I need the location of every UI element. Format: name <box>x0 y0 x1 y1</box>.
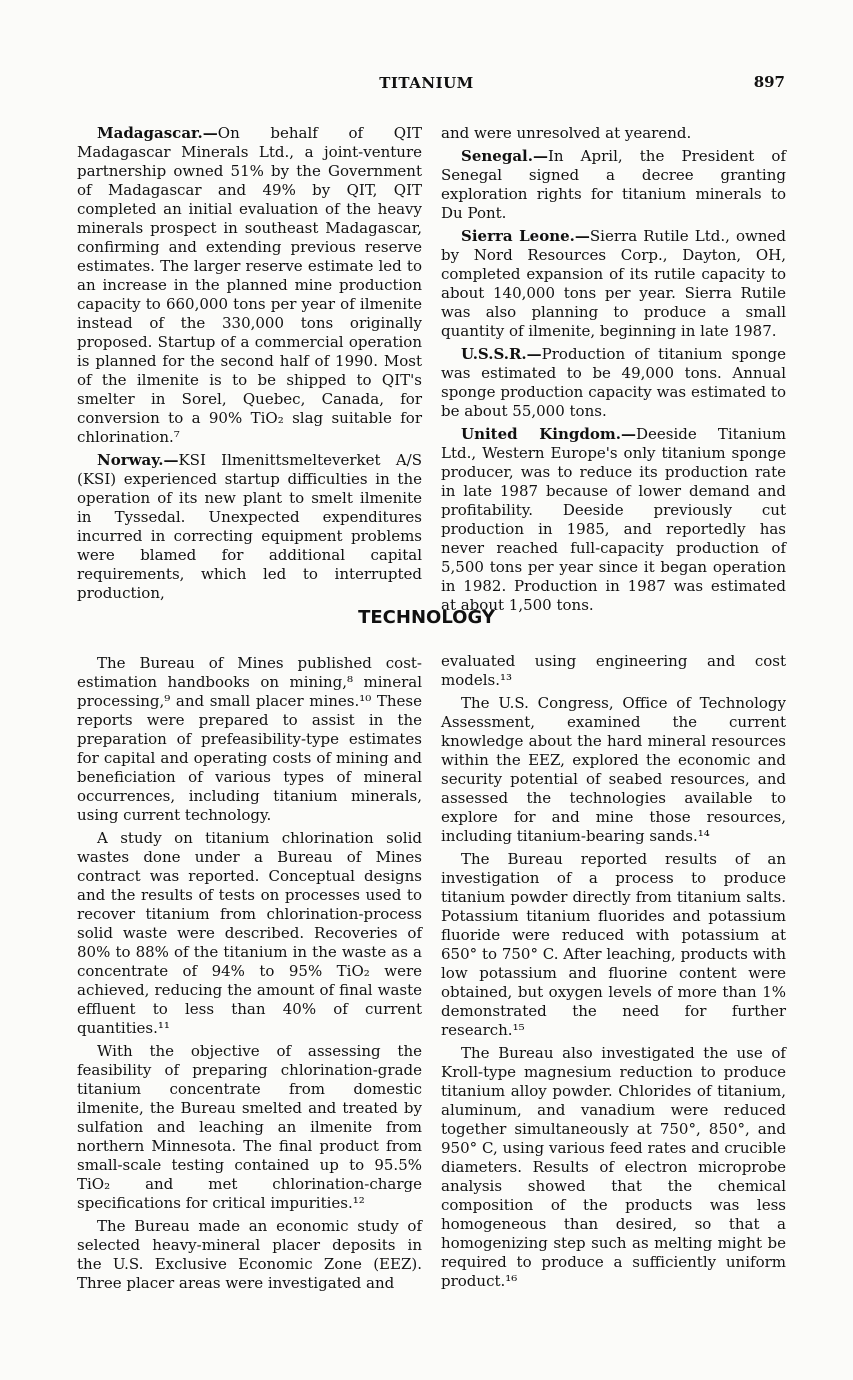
running-title: TITANIUM <box>379 74 474 92</box>
bottom-right-column <box>441 652 786 1291</box>
lead-ussr: U.S.S.R.— <box>461 345 542 363</box>
text-norway: KSI Ilmenittsmelteverket A/S (KSI) experienced startup difficulties in the operation of its new plant to smelt ilmenite in Tyssedal. Unexpected expenditures incurred in correcting equipment problems were blamed for additional capital requirements, which led to interrupted production, <box>77 451 422 602</box>
lead-united-kingdom: United Kingdom.— <box>461 425 636 443</box>
text-sierra-leone: Sierra Rutile Ltd., owned by Nord Resources Corp., Dayton, OH, completed expansion of its rutile capacity to about 140,000 tons per year. Sierra Rutile was also planning to produce a small quantity of ilmenite, beginning in late 1987. <box>441 227 786 340</box>
text-ussr: Production of titanium sponge was estimated to be 49,000 tons. Annual sponge production capacity was estimated to be about 55,000 tons. <box>441 345 786 420</box>
text-madagascar: On behalf of QIT Madagascar Minerals Ltd., a joint-venture partnership owned 51% by the Government of Madagascar and 49% by QIT, QIT completed an initial evaluation of the heavy minerals prospect in southeast Madagascar, confirming and extending previous reserve estimates. The larger reserve estimate led to an increase in the planned mine production capacity to 660,000 tons per year of ilmenite instead of the 330,000 tons originally proposed. Startup of a commercial operation is planned for the second half of 1990. Most of the ilmenite is to be shipped to QIT's smelter in Sorel, Quebec, Canada, for conversion to a 90% TiO₂ slag suitable for chlorination.⁷ <box>77 124 422 446</box>
paragraph-titanium-powder: The Bureau reported results of an investigation of a process to produce titanium powder directly from titanium salts. Potassium titanium fluorides and potassium fluoride were reduced with potassium at 650° to 750° C. After leaching, products with low potassium and fluorine content were obtained, but oxygen levels of more than 1% demonstrated the need for further research.¹⁵ <box>441 850 786 1039</box>
paragraph-congress: The U.S. Congress, Office of Technology Assessment, examined the current knowledge about the hard mineral resources within the EEZ, explored the economic and security potential of seabed resources, and assessed the technologies available to explore for and mine those resources, including titanium-bearing sands.¹⁴ <box>441 694 786 845</box>
text-senegal: In April, the President of Senegal signed a decree granting exploration rights for titanium minerals to Du Pont. <box>441 147 786 222</box>
page-header <box>0 74 853 96</box>
text-united-kingdom: Deeside Titanium Ltd., Western Europe's only titanium sponge producer, was to reduce its production rate in late 1987 because of lower demand and profitability. Deeside previously cut production in 1985, and reportedly has never reached full-capacity production of 5,500 tons per year since it began operation in 1982. Production in 1987 was estimated at about 1,500 tons. <box>441 425 786 614</box>
paragraph-eez-study: The Bureau made an economic study of selected heavy-mineral placer deposits in the U.S. Exclusive Economic Zone (EEZ). Three placer areas were investigated and <box>77 1217 422 1292</box>
paragraph-ussr <box>441 345 786 421</box>
paragraph-kroll: The Bureau also investigated the use of Kroll-type magnesium reduction to produce titanium alloy powder. Chlorides of titanium, aluminum, and vanadium were reduced together simultaneously at 750°, 850°, and 950° C, using various feed rates and crucible diameters. Results of electron microprobe analysis showed that the chemical composition of the products was less homogeneous than desired, so that a homogenizing step such as melting might be required to produce a sufficiently uniform product.¹⁶ <box>441 1044 786 1290</box>
top-right-column <box>441 124 786 615</box>
page-number: 897 <box>753 73 785 91</box>
top-left-column <box>77 124 422 603</box>
lead-norway: Norway.— <box>97 451 179 469</box>
lead-senegal: Senegal.— <box>461 147 548 165</box>
bottom-left-column <box>77 654 422 1293</box>
paragraph-ilmenite-study: With the objective of assessing the feasibility of preparing chlorination-grade titanium concentrate from domestic ilmenite, the Bureau smelted and treated by sulfation and leaching an ilmenite from northern Minnesota. The final product from small-scale testing contained up to 95.5% TiO₂ and met chlorination-charge specifications for critical impurities.¹² <box>77 1042 422 1212</box>
paragraph-madagascar <box>77 124 422 447</box>
paragraph-chlorination-wastes: A study on titanium chlorination solid wastes done under a Bureau of Mines contract was reported. Conceptual designs and the results of tests on processes used to recover titanium from chlorination-process solid waste were described. Recoveries of 80% to 88% of the titanium in the waste as a concentrate of 94% to 95% TiO₂ were achieved, reducing the amount of final waste effluent to less than 40% of current quantities.¹¹ <box>77 829 422 1037</box>
paragraph-norway <box>77 451 422 603</box>
lead-madagascar: Madagascar.— <box>97 124 218 142</box>
paragraph-norway-cont <box>441 124 786 143</box>
paragraph-eez-cont: evaluated using engineering and cost models.¹³ <box>441 652 786 689</box>
section-title: TECHNOLOGY <box>358 607 495 628</box>
paragraph-united-kingdom <box>441 425 786 615</box>
lead-sierra-leone: Sierra Leone.— <box>461 227 590 245</box>
text-norway-cont: and were unresolved at yearend. <box>441 124 692 142</box>
paragraph-handbooks: The Bureau of Mines published cost-estimation handbooks on mining,⁸ mineral processing,⁹ and small placer mines.¹⁰ These reports were prepared to assist in the preparation of prefeasibility-type estimates for capital and operating costs of mining and beneficiation of various types of mineral occurrences, including titanium minerals, using current technology. <box>77 654 422 824</box>
paragraph-sierra-leone <box>441 227 786 341</box>
paragraph-senegal <box>441 147 786 223</box>
